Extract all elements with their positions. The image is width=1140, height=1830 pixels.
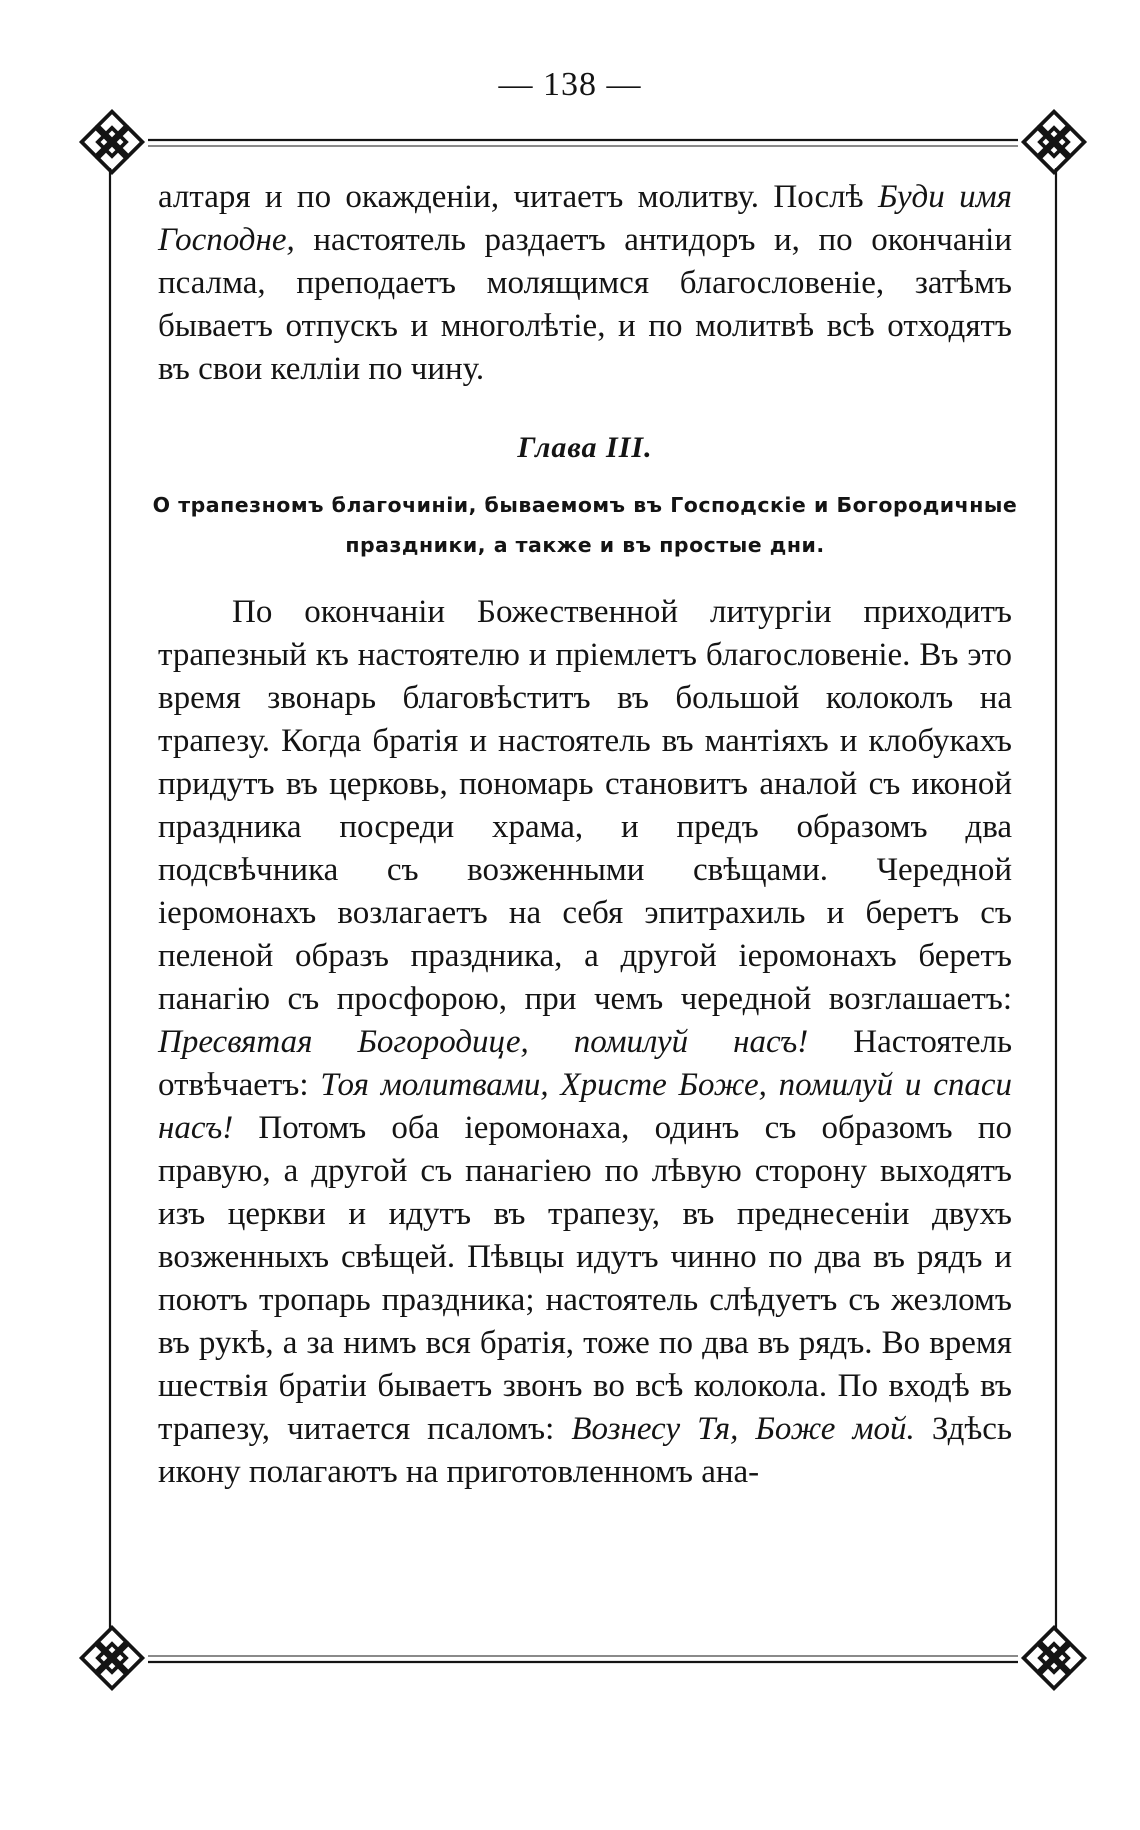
chapter-heading: О трапезномъ благочиніи, бываемомъ въ Господскіе и Богородичные праздники, а также и въ простые дни. <box>152 493 1018 557</box>
page-body <box>152 176 1018 1494</box>
corner-ornament-bottom-right <box>1024 1628 1085 1689</box>
corner-ornament-top-right <box>1024 112 1085 173</box>
paragraph-main: По окончаніи Божественной литургіи приходитъ трапезный къ настоятелю и пріемлетъ благословеніе. Въ это время звонарь благовѣститъ въ большой колоколъ на трапезу. Когда братія и настоятель въ мантіяхъ и клобукахъ придутъ въ церковь, пономарь становитъ аналой съ иконой праздника посреди храма, и предъ образомъ два подсвѣчника съ возженными свѣщами. Чередной іеромонахъ возлагаетъ на себя эпитрахиль и беретъ съ пеленой образъ праздника, а другой іеромонахъ беретъ панагію съ просфорою, при чемъ чередной возглашаетъ: Пресвятая Богородице, помилуй насъ! Настоятель отвѣчаетъ: Тоя молитвами, Христе Боже, помилуй и спаси насъ! Потомъ оба іеромонаха, одинъ съ образомъ по правую, а другой съ панагіею по лѣвую сторону выходятъ изъ церкви и идутъ въ трапезу, въ преднесеніи двухъ возженныхъ свѣщей. Пѣвцы идутъ чинно по два въ рядъ и поютъ тропарь праздника; настоятель слѣдуетъ съ жезломъ въ рукѣ, а за нимъ вся братія, тоже по два въ рядъ. Во время шествія братіи бываетъ звонъ во всѣ колокола. По входѣ въ трапезу, читается псаломъ: Вознесу Тя, Боже мой. Здѣсь икону полагаютъ на приготовленномъ ана- <box>158 594 1013 1490</box>
corner-ornament-bottom-left <box>82 1628 143 1689</box>
paragraph-continuation: алтаря и по окажденіи, читаетъ молитву. Послѣ Буди имя Господне, настоятель раздаетъ антидоръ и, по окончаніи псалма, преподаетъ молящимся благословеніе, затѣмъ бываетъ отпускъ и многолѣтіе, и по молитвѣ всѣ отходятъ въ свои келліи по чину. <box>158 179 1012 387</box>
corner-ornament-top-left <box>82 112 143 173</box>
chapter-title: Глава III. <box>517 431 653 464</box>
page-number: — 138 — <box>498 66 642 103</box>
